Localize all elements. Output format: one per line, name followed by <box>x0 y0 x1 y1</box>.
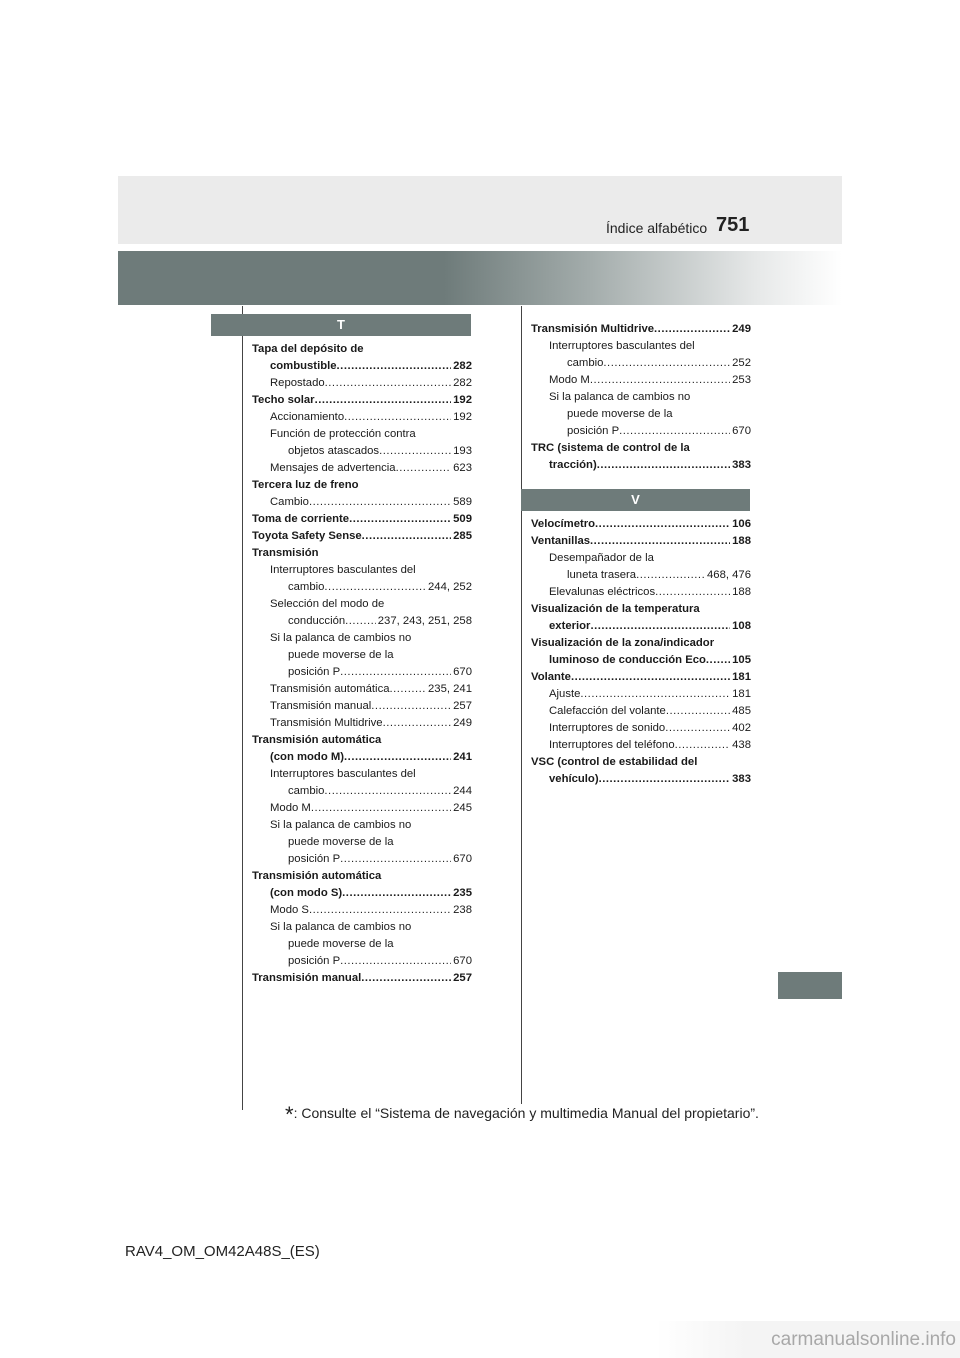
index-entry <box>252 409 472 426</box>
dot-leader <box>349 511 451 528</box>
index-entry-page[interactable]: 188 <box>732 586 751 598</box>
index-entry <box>531 550 751 567</box>
dot-leader <box>337 358 452 375</box>
index-entry-label: Transmisión automática <box>270 683 390 695</box>
index-entry-label: Transmisión automática <box>252 870 382 882</box>
index-entry <box>252 613 472 630</box>
dot-leader <box>309 494 451 511</box>
index-entry-label: Accionamiento <box>270 411 345 423</box>
dot-leader <box>340 953 451 970</box>
index-entry-page[interactable]: 383 <box>732 773 751 785</box>
index-entry-label: Ventanillas <box>531 535 591 547</box>
index-entry <box>252 936 472 953</box>
index-entry-label: Ajuste <box>549 688 581 700</box>
index-entry-label: exterior <box>549 620 591 632</box>
index-entry-page[interactable]: 235 <box>453 887 472 899</box>
index-entry <box>531 703 751 720</box>
index-entry-label: Selección del modo de <box>270 598 385 610</box>
dot-leader <box>590 533 730 550</box>
index-entry-label: tracción) <box>549 459 597 471</box>
index-entry <box>252 647 472 664</box>
index-entry <box>531 321 751 338</box>
index-entry <box>531 601 751 618</box>
index-entry-page[interactable]: 623 <box>453 462 472 474</box>
index-entry-label: VSC (control de estabilidad del <box>531 756 698 768</box>
index-entry-page[interactable]: 244, 252 <box>428 581 472 593</box>
index-entry-label: Visualización de la temperatura <box>531 603 700 615</box>
index-entry-label: Si la palanca de cambios no <box>270 921 412 933</box>
dot-leader <box>371 698 451 715</box>
index-entry-label: Visualización de la zona/indicador <box>531 637 715 649</box>
index-entry-label: Transmisión manual <box>252 972 362 984</box>
index-entry <box>252 477 472 494</box>
index-entry-label: Toma de corriente <box>252 513 350 525</box>
index-entry <box>252 545 472 562</box>
dot-leader <box>665 720 730 737</box>
index-column-right-t <box>531 321 751 474</box>
index-entry <box>252 953 472 970</box>
index-entry-page[interactable]: 106 <box>732 518 751 530</box>
index-entry <box>252 783 472 800</box>
dot-leader <box>580 686 730 703</box>
dot-leader <box>324 783 451 800</box>
index-entry <box>252 562 472 579</box>
footnote-asterisk: * <box>285 1102 294 1127</box>
index-entry-label: combustible <box>270 360 337 372</box>
index-entry-page[interactable]: 244 <box>453 785 472 797</box>
index-entry-page[interactable]: 670 <box>453 666 472 678</box>
page-section-title: Índice alfabético <box>606 220 708 236</box>
index-entry <box>531 440 751 457</box>
dot-leader <box>315 392 452 409</box>
index-entry-label: Calefacción del volante <box>549 705 666 717</box>
index-entry <box>531 355 751 372</box>
index-entry-label: Modo M <box>270 802 311 814</box>
index-entry <box>252 868 472 885</box>
index-entry <box>531 372 751 389</box>
index-entry-label: puede moverse de la <box>288 938 394 950</box>
dot-leader <box>390 681 427 698</box>
index-entry-label: objetos atascados <box>288 445 380 457</box>
index-entry <box>531 457 751 474</box>
index-entry-label: Interruptores basculantes del <box>270 768 416 780</box>
dot-leader <box>597 457 730 474</box>
index-entry-label: Si la palanca de cambios no <box>270 632 412 644</box>
index-entry-label: vehículo) <box>549 773 599 785</box>
index-entry <box>252 375 472 392</box>
index-entry-label: puede moverse de la <box>288 649 394 661</box>
index-entry <box>252 766 472 783</box>
index-entry <box>252 749 472 766</box>
index-entry-label: Si la palanca de cambios no <box>549 391 691 403</box>
index-entry-label: cambio <box>567 357 604 369</box>
index-column-right-v <box>531 516 751 788</box>
index-entry-page[interactable]: 192 <box>453 411 472 423</box>
index-entry-page[interactable]: 181 <box>732 688 751 700</box>
index-entry-page[interactable]: 192 <box>453 394 472 406</box>
index-entry <box>531 720 751 737</box>
index-entry <box>531 635 751 652</box>
index-entry-label: Transmisión manual <box>270 700 372 712</box>
index-entry-label: Interruptores del teléfono <box>549 739 675 751</box>
section-header-v: V <box>521 489 750 511</box>
dot-leader <box>599 771 731 788</box>
index-entry-label: luminoso de conducción Eco <box>549 654 706 666</box>
index-entry-page[interactable]: 253 <box>732 374 751 386</box>
footnote-text: : Consulte el “Sistema de navegación y multimedia Manual del propietario”. <box>293 1105 759 1121</box>
index-entry <box>252 698 472 715</box>
index-entry-label: TRC (sistema de control de la <box>531 442 690 454</box>
index-entry-label: puede moverse de la <box>288 836 394 848</box>
index-entry-page[interactable]: 438 <box>732 739 751 751</box>
index-entry-page[interactable]: 193 <box>453 445 472 457</box>
index-entry <box>252 443 472 460</box>
index-entry <box>531 584 751 601</box>
index-entry <box>252 528 472 545</box>
index-entry <box>252 341 472 358</box>
watermark: carmanualsonline.info <box>656 1321 960 1358</box>
index-entry-label: Interruptores de sonido <box>549 722 666 734</box>
index-entry-page[interactable]: 257 <box>453 700 472 712</box>
index-entry-label: Cambio <box>270 496 309 508</box>
index-entry-label: Transmisión automática <box>252 734 382 746</box>
index-entry-label: Transmisión Multidrive <box>531 323 655 335</box>
index-entry-label: conducción <box>288 615 346 627</box>
header-gradient-bar <box>118 251 842 305</box>
index-entry-page[interactable]: 245 <box>453 802 472 814</box>
index-entry <box>252 885 472 902</box>
index-entry-page[interactable]: 238 <box>453 904 472 916</box>
index-entry-page[interactable]: 670 <box>453 955 472 967</box>
index-entry-page[interactable]: 241 <box>453 751 472 763</box>
index-entry <box>252 800 472 817</box>
index-entry-page[interactable]: 237, 243, 251, 258 <box>377 615 472 627</box>
index-entry-label: (con modo M) <box>270 751 345 763</box>
dot-leader <box>654 321 730 338</box>
index-entry <box>252 681 472 698</box>
dot-leader <box>590 618 730 635</box>
index-entry <box>252 664 472 681</box>
dot-leader <box>361 970 451 987</box>
dot-leader <box>340 664 451 681</box>
index-entry-label: Velocímetro <box>531 518 596 530</box>
index-entry-page[interactable]: 468, 476 <box>707 569 751 581</box>
index-entry <box>252 715 472 732</box>
page-number: 751 <box>716 214 750 236</box>
index-entry-page[interactable]: 108 <box>732 620 751 632</box>
dot-leader <box>396 460 452 477</box>
index-entry <box>531 754 751 771</box>
dot-leader <box>595 516 730 533</box>
document-id: RAV4_OM_OM42A48S_(ES) <box>125 1243 320 1260</box>
index-entry-label: (con modo S) <box>270 887 343 899</box>
index-entry-page[interactable]: 383 <box>732 459 751 471</box>
dot-leader <box>340 851 451 868</box>
dot-leader <box>383 715 452 732</box>
dot-leader <box>325 375 451 392</box>
index-entry <box>531 567 751 584</box>
index-column-left <box>252 341 472 987</box>
index-entry-label: Interruptores basculantes del <box>549 340 695 352</box>
index-entry <box>531 516 751 533</box>
index-entry-label: Transmisión <box>252 547 319 559</box>
index-entry-label: Techo solar <box>252 394 315 406</box>
index-entry-label: Desempañador de la <box>549 552 654 564</box>
index-entry-page[interactable]: 252 <box>732 357 751 369</box>
index-entry-page[interactable]: 257 <box>453 972 472 984</box>
index-entry-label: posición P <box>288 853 341 865</box>
index-entry <box>531 652 751 669</box>
index-entry <box>252 630 472 647</box>
index-entry-page[interactable]: 485 <box>732 705 751 717</box>
index-entry-page[interactable]: 509 <box>453 513 472 525</box>
index-entry <box>531 618 751 635</box>
index-entry <box>252 817 472 834</box>
index-entry-page[interactable]: 670 <box>732 425 751 437</box>
dot-leader <box>379 443 451 460</box>
index-entry <box>531 423 751 440</box>
index-entry <box>252 426 472 443</box>
dot-leader <box>666 703 730 720</box>
index-entry-page[interactable]: 589 <box>453 496 472 508</box>
index-entry <box>252 851 472 868</box>
index-entry <box>531 669 751 686</box>
dot-leader <box>675 737 731 754</box>
index-entry <box>531 406 751 423</box>
index-entry-page[interactable]: 105 <box>732 654 751 666</box>
index-entry-page[interactable]: 282 <box>453 360 472 372</box>
index-entry <box>531 389 751 406</box>
chapter-side-tab <box>778 972 842 999</box>
index-entry <box>252 596 472 613</box>
section-header-t: T <box>211 314 471 336</box>
column-divider-middle <box>521 306 522 1104</box>
dot-leader <box>311 800 451 817</box>
dot-leader <box>590 372 730 389</box>
index-entry-page[interactable]: 249 <box>732 323 751 335</box>
dot-leader <box>655 584 730 601</box>
index-entry-label: Tercera luz de freno <box>252 479 359 491</box>
index-entry <box>252 732 472 749</box>
index-entry-page[interactable]: 181 <box>732 671 751 683</box>
dot-leader <box>603 355 730 372</box>
index-entry <box>252 902 472 919</box>
index-entry-page[interactable]: 249 <box>453 717 472 729</box>
index-entry-label: cambio <box>288 785 325 797</box>
index-entry-label: Toyota Safety Sense <box>252 530 362 542</box>
index-entry-label: puede moverse de la <box>567 408 673 420</box>
index-entry-label: Transmisión Multidrive <box>270 717 383 729</box>
index-entry-label: Mensajes de advertencia <box>270 462 396 474</box>
dot-leader <box>324 579 426 596</box>
index-entry <box>252 392 472 409</box>
index-entry-label: Modo S <box>270 904 309 916</box>
index-entry-label: Función de protección contra <box>270 428 416 440</box>
index-entry-page[interactable]: 670 <box>453 853 472 865</box>
index-entry <box>531 686 751 703</box>
index-entry <box>252 511 472 528</box>
index-entry <box>531 338 751 355</box>
index-entry-label: Modo M <box>549 374 590 386</box>
index-entry-label: Elevalunas eléctricos <box>549 586 656 598</box>
index-entry-page[interactable]: 285 <box>453 530 472 542</box>
index-entry-label: Interruptores basculantes del <box>270 564 416 576</box>
dot-leader <box>342 885 451 902</box>
index-entry-page[interactable]: 188 <box>732 535 751 547</box>
index-entry <box>531 771 751 788</box>
index-entry <box>531 533 751 550</box>
dot-leader <box>619 423 730 440</box>
index-entry-label: posición P <box>288 666 341 678</box>
index-entry-label: posición P <box>567 425 620 437</box>
dot-leader <box>362 528 451 545</box>
index-entry-label: Repostado <box>270 377 325 389</box>
index-entry-label: Si la palanca de cambios no <box>270 819 412 831</box>
index-entry-page[interactable]: 402 <box>732 722 751 734</box>
column-divider-left <box>242 306 243 1110</box>
dot-leader <box>344 409 451 426</box>
index-entry <box>252 834 472 851</box>
index-entry-label: luneta trasera <box>567 569 637 581</box>
index-entry-label: posición P <box>288 955 341 967</box>
index-entry <box>252 460 472 477</box>
dot-leader <box>309 902 451 919</box>
index-entry <box>531 737 751 754</box>
index-entry-page[interactable]: 235, 241 <box>428 683 472 695</box>
footnote <box>285 1102 759 1128</box>
index-entry <box>252 919 472 936</box>
dot-leader <box>344 749 451 766</box>
index-entry <box>252 494 472 511</box>
dot-leader <box>571 669 730 686</box>
index-entry <box>252 970 472 987</box>
index-entry <box>252 579 472 596</box>
index-entry-label: cambio <box>288 581 325 593</box>
dot-leader <box>636 567 705 584</box>
index-entry-label: Tapa del depósito de <box>252 343 364 355</box>
index-entry-label: Volante <box>531 671 571 683</box>
dot-leader <box>345 613 376 630</box>
index-entry-page[interactable]: 282 <box>453 377 472 389</box>
dot-leader <box>706 652 730 669</box>
index-entry <box>252 358 472 375</box>
